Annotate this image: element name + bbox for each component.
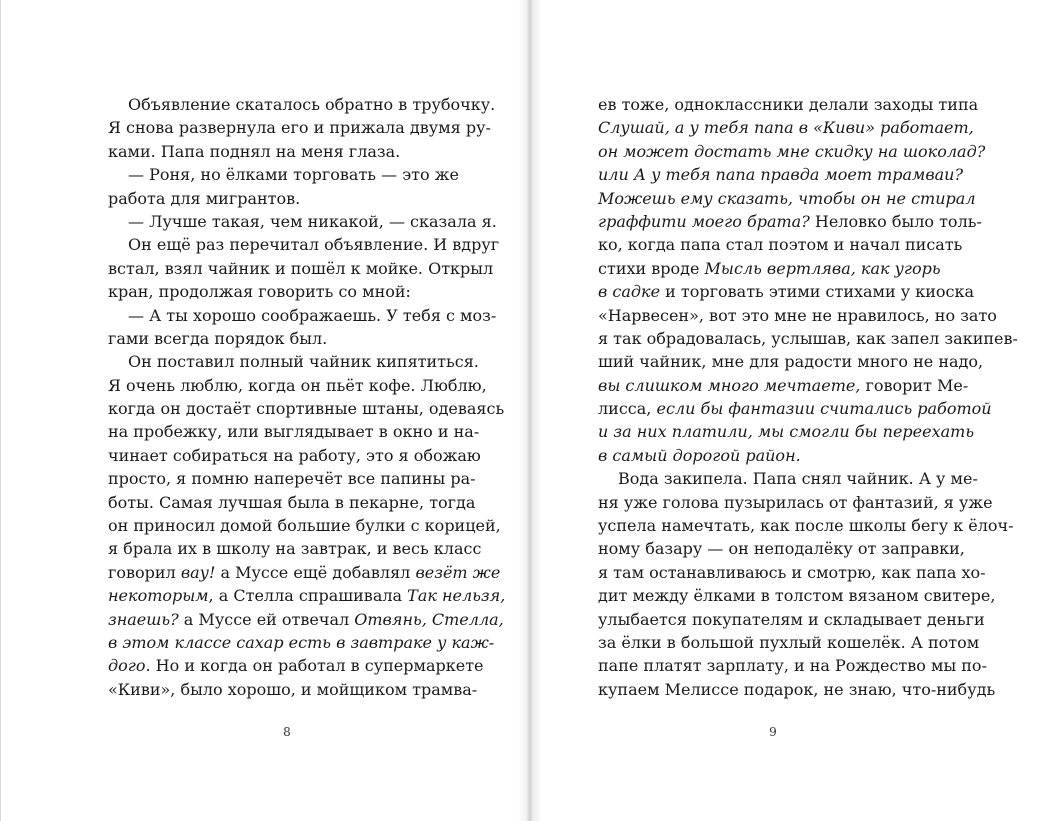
text-line: он приносил домой большие булки с корицей, [108,516,501,536]
text-line: когда он достаёт спортивные штаны, одеваясь [108,399,505,419]
text-line: ному базару — он неподалёку от заправки, [598,539,965,559]
text-line: я так обрадовалась, услышав, как запел закипев- [598,328,1018,348]
text-line: граффити моего брата? Неловко было толь- [598,211,982,231]
text-line: знаешь? а Муссе ей отвечал Отвянь, Стелла, [108,609,504,629]
text-line: ев тоже, одноклассники делали заходы типа [598,95,979,114]
text-line: Объявление скаталось обратно в трубочку. [128,95,496,114]
text-line: успела намечтать, как после школы бегу к ёлоч- [598,516,1014,536]
text-line: дит между ёлками в толстом вязаном свитере, [598,586,996,606]
text-line: вы слишком много мечтаете, говорит Ме- [598,375,969,395]
text-line: дого. Но и когда он работал в супермаркете [108,656,484,676]
text-line: ший чайник, мне для радости много не надо, [598,352,984,372]
text-line: папе платят зарплату, и на Рождество мы по- [598,656,987,676]
text-line: встал, взял чайник и пошёл к мойке. Открыл [108,258,494,278]
right-page [528,0,1058,821]
text-line: в самый дорогой район. [598,445,801,465]
text-line: просто, я помню наперечёт все папины ра- [108,469,476,489]
page-number-left: 8 [283,725,291,739]
text-line: я брала их в школу на завтрак, и весь класс [108,539,482,559]
text-line: в этом классе сахар есть в завтраке у каж- [108,632,495,652]
text-line: я там останавливаюсь и смотрю, как папа хо- [598,562,986,582]
text-line: гами всегда порядок был. [108,328,328,348]
text-line: говорил вау! а Муссе ещё добавлял везёт же [108,562,501,582]
text-line: «Киви», было хорошо, и мойщиком трамва- [108,679,478,699]
text-line: — Лучше такая, чем никакой, — сказала я. [128,211,497,231]
text-line: — А ты хорошо соображаешь. У тебя с моз- [128,305,497,325]
text-line: кран, продолжая говорить со мной: [108,282,411,302]
text-line: Он поставил полный чайник кипятиться. [128,352,479,372]
text-line: Слушай, а у тебя папа в «Киви» работает, [598,118,974,138]
text-line: некоторым, а Стелла спрашивала Так нельзя, [108,586,506,606]
text-line: на пробежку, или выглядывает в окно и на- [108,422,480,442]
text-line: купаем Мелиссе подарок, не знаю, что-нибудь [598,679,996,699]
book-gutter [518,0,542,821]
right-page-text [598,93,1018,701]
text-line: Он ещё раз перечитал объявление. И вдруг [128,235,500,255]
text-line: за ёлки в большой пухлый кошелёк. А потом [598,632,980,652]
left-page-text [108,93,506,701]
text-line: лисса, если бы фантазии считались работой [598,399,992,419]
text-line: он может достать мне скидку на шоколад? [598,141,986,161]
text-line: ками. Папа поднял на меня глаза. [108,141,401,161]
text-line: стихи вроде Мысль вертлява, как угорь [598,258,941,278]
text-line: работа для мигрантов. [108,188,301,208]
text-line: Вода закипела. Папа снял чайник. А у ме- [618,469,978,489]
text-line: Я очень люблю, когда он пьёт кофе. Люблю, [108,375,487,395]
text-line: в садке и торговать этими стихами у киоска [598,282,975,302]
text-line: боты. Самая лучшая была в пекарне, тогда [108,492,476,512]
text-line: «Нарвесен», вот это мне не нравилось, но зато [598,305,997,325]
text-line: чинает собираться на работу, это я обожаю [108,445,481,465]
text-line: и за них платили, мы смогли бы переехать [598,422,975,442]
text-line: улыбается покупателям и складывает деньги [598,609,985,629]
text-line: Я снова развернула его и прижала двумя ру- [108,118,491,138]
text-line: Можешь ему сказать, чтобы он не стирал [598,188,976,208]
page-number-right: 9 [769,725,777,739]
text-line: или А у тебя папа правда моет трамваи? [598,165,964,185]
text-line: ня уже голова пузырилась от фантазий, я уже [598,492,993,512]
text-line: — Роня, но ёлками торговать — это же [128,165,459,185]
text-line: ко, когда папа стал поэтом и начал писать [598,235,963,255]
